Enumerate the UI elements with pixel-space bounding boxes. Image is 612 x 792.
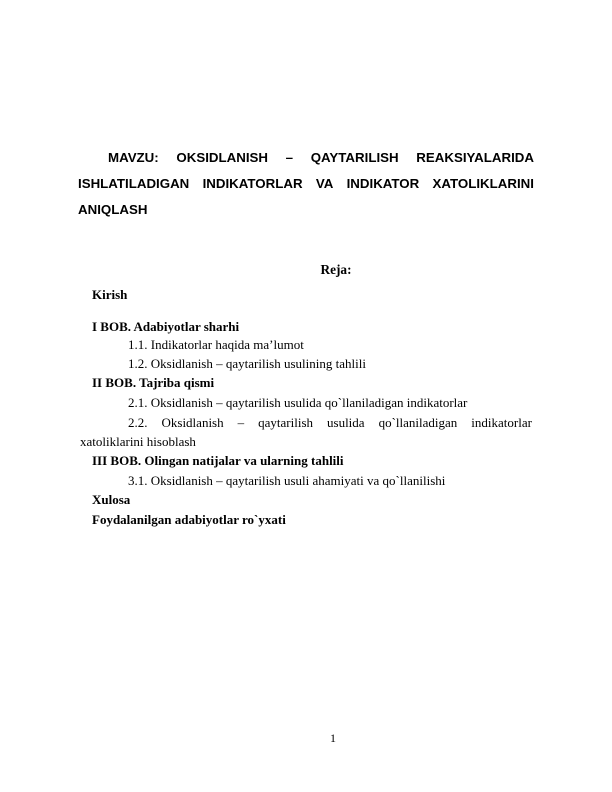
title-word: QAYTARILISH xyxy=(310,150,399,165)
title-word: REAKSIYALARIDA xyxy=(416,150,534,165)
title-word: OKSIDLANISH xyxy=(176,150,268,165)
toc-chapter-3: III BOB. Olingan natijalar va ularning tahlili xyxy=(92,453,344,468)
toc-section-3-1: 3.1. Oksidlanish – qaytarilish usuli ahamiyati va qo`llanilishi xyxy=(128,473,446,488)
toc-conclusion: Xulosa xyxy=(92,492,131,507)
toc-section-2-1: 2.1. Oksidlanish – qaytarilish usulida qo`llaniladigan indikatorlar xyxy=(128,395,468,410)
document-title xyxy=(78,145,534,223)
toc-word: qaytarilish xyxy=(258,415,314,430)
toc-section-2-2-continuation: xatoliklarini hisoblash xyxy=(80,434,196,449)
toc-word: usulida xyxy=(327,415,365,430)
toc-word: – xyxy=(237,415,245,430)
toc-chapter-2: II BOB. Tajriba qismi xyxy=(92,375,215,390)
title-word: – xyxy=(285,150,294,165)
toc-word: qo`llaniladigan xyxy=(378,415,458,430)
toc-section-2-2 xyxy=(128,415,532,431)
page-number: 1 xyxy=(330,731,336,745)
title-word: ANIQLASH xyxy=(78,202,148,217)
toc-chapter-1: I BOB. Adabiyotlar sharhi xyxy=(92,319,240,334)
title-line-2 xyxy=(78,171,534,197)
title-word: ISHLATILADIGAN xyxy=(78,176,190,191)
toc-word: 2.2. xyxy=(128,415,148,430)
title-word: XATOLIKLARINI xyxy=(432,176,534,191)
toc-intro: Kirish xyxy=(92,287,128,302)
title-line-1 xyxy=(78,145,534,171)
toc-word: Oksidlanish xyxy=(161,415,224,430)
toc-section-1-2: 1.2. Oksidlanish – qaytarilish usulining tahlili xyxy=(128,356,366,371)
plan-heading: Reja: xyxy=(320,262,352,277)
title-word: INDIKATOR xyxy=(346,176,420,191)
title-line-3 xyxy=(78,197,534,223)
title-word: INDIKATORLAR xyxy=(202,176,303,191)
title-word: MAVZU: xyxy=(108,150,159,165)
toc-section-1-1: 1.1. Indikatorlar haqida ma’lumot xyxy=(128,337,304,352)
toc-references: Foydalanilgan adabiyotlar ro`yxati xyxy=(92,512,286,527)
toc-word: indikatorlar xyxy=(471,415,532,430)
title-word: VA xyxy=(315,176,334,191)
